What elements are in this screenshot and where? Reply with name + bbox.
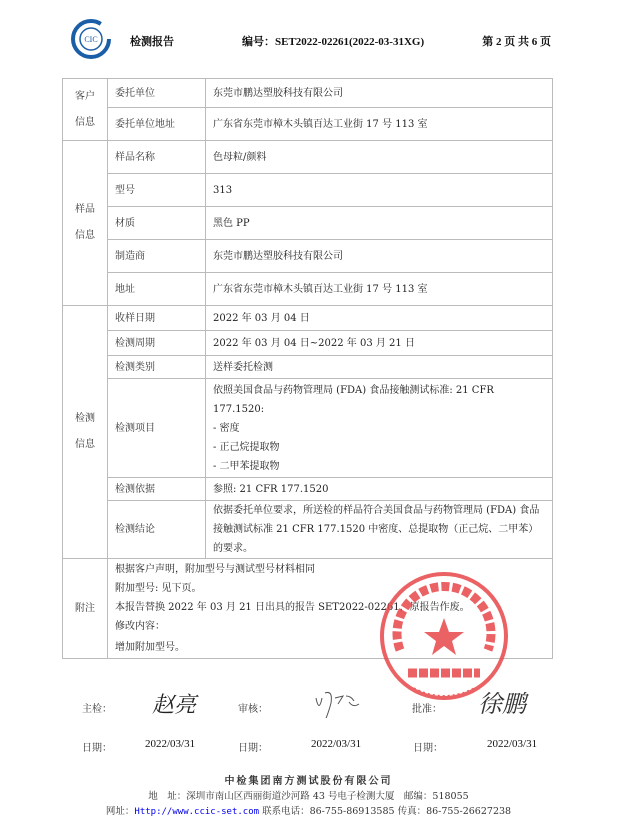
cell-label: 样品名称 [108,141,206,174]
test-item-line: - 密度 [213,422,240,434]
group-test: 检测 信息 [63,306,108,559]
inspector-signature: 赵亮 [152,693,197,718]
cell-label: 地址 [108,273,206,306]
test-item-line: 依照美国食品与药物管理局 (FDA) 食品接触测试标准: 21 CFR 177.1520: [213,384,494,415]
approver-label: 批准： [412,704,442,715]
cell-value: 广东省东莞市樟木头镇百达工业街 17 号 113 室 [206,273,553,306]
cell-value: 参照: 21 CFR 177.1520 [206,478,553,501]
conclusion-text: 依据委托单位要求，所送检的样品符合美国食品与药物管理局 (FDA) 食品接触测试标准 21 CFR 177.1520 中密度、总提取物（正己烷、二甲苯）的要求。 [206,501,553,559]
cell-label: 型号 [108,174,206,207]
cell-label: 材质 [108,207,206,240]
remark-line: 增加附加型号。 [115,642,185,653]
remark-line: 根据客户声明，附加型号与测试型号材料相同 [115,564,315,575]
group-remark: 附注 [63,559,108,659]
cell-value: 东莞市鹏达塑胶科技有限公司 [206,240,553,273]
remarks [108,559,553,659]
cell-value: 黑色 PP [206,207,553,240]
cell-value: 送样委托检测 [206,356,553,379]
test-item-line: - 二甲苯提取物 [213,460,280,472]
cic-logo [70,18,112,60]
test-items [206,379,553,478]
website-link[interactable]: Http://www.ccic-set.com [134,807,260,817]
date-label: 日期： [413,743,443,754]
cell-label: 检测依据 [108,478,206,501]
report-table [62,78,553,659]
cell-value: 313 [206,174,553,207]
inspector-label: 主检： [82,704,112,715]
cell-value: 2022 年 03 月 04 日~2022 年 03 月 21 日 [206,331,553,356]
contact-info: 联系电话：86-755-86913585 传真：86-755-26627238 [259,806,512,817]
report-number: 编号：SET2022-02261(2022-03-31XG) [242,36,425,48]
cell-label: 制造商 [108,240,206,273]
test-item-line: - 正己烷提取物 [213,441,280,453]
web-label: 网址： [105,806,135,817]
group-sample: 样品 信息 [63,141,108,306]
remark-line: 本报告替换 2022 年 03 月 21 日出具的报告 SET2022-02261，原报告作废。 [115,602,470,613]
cell-value: 东莞市鹏达塑胶科技有限公司 [206,79,553,108]
reviewer-signature [313,688,363,722]
cell-value: 广东省东莞市樟木头镇百达工业街 17 号 113 室 [206,108,553,141]
cell-label: 委托单位地址 [108,108,206,141]
remark-line: 附加型号: 见下页。 [115,583,202,594]
cell-label: 检测类别 [108,356,206,379]
cell-label: 检测结论 [108,501,206,559]
date-label: 日期： [82,743,112,754]
approver-signature: 徐鹏 [478,690,526,718]
report-title: 检测报告 [130,36,174,48]
cell-value: 2022 年 03 月 04 日 [206,306,553,331]
cell-label: 检测项目 [108,379,206,478]
remark-line: 修改内容： [115,621,165,632]
reviewer-label: 审核： [238,704,268,715]
inspector-date: 2022/03/31 [145,738,196,750]
cell-label: 委托单位 [108,79,206,108]
group-customer: 客户 信息 [63,79,108,141]
page-indicator: 第 2 页 共 6 页 [482,36,551,48]
cell-label: 检测周期 [108,331,206,356]
footer-company: 中检集团南方测试股份有限公司 [224,776,393,787]
date-label: 日期： [238,743,268,754]
cell-value: 色母粒/颜料 [206,141,553,174]
reviewer-date: 2022/03/31 [311,738,362,750]
footer-contact [0,805,617,819]
svg-text:CIC: CIC [84,35,98,44]
approver-date: 2022/03/31 [487,738,538,750]
cell-label: 收样日期 [108,306,206,331]
footer-address: 地 址：深圳市南山区西丽街道沙河路 43 号电子检测大厦 邮编：518055 [148,791,469,802]
